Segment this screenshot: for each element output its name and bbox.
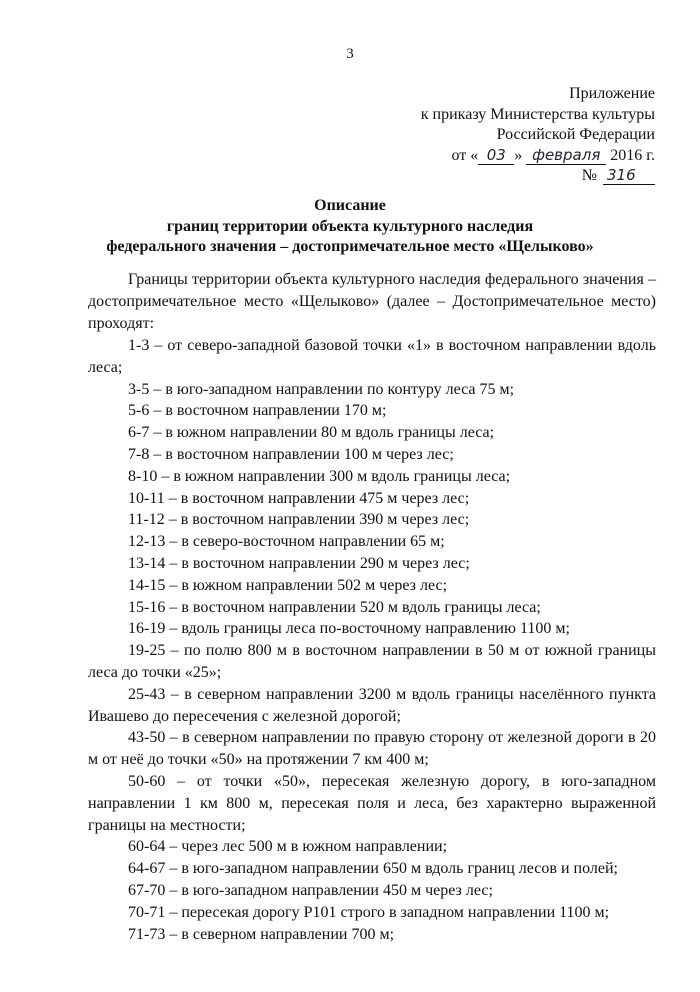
boundary-item: 67-70 – в юго-западном направлении 450 м через лес;	[128, 881, 493, 899]
document-title	[0, 196, 700, 258]
annex-order-line: к приказу Министерства культуры	[420, 105, 655, 123]
boundary-item: 10-11 – в восточном направлении 475 м через лес;	[128, 489, 470, 507]
annex-label: Приложение	[569, 85, 655, 102]
title-line-1: Описание	[314, 197, 386, 214]
boundary-item: 14-15 – в южном направлении 502 м через лес;	[128, 576, 448, 594]
boundary-item: 50-60 – от точки «50», пересекая железную дорогу, в юго-западном направлении 1 км 800 м, пересекая поля и леса, без характерно выраженной границы на местности;	[88, 772, 656, 834]
boundary-item: 11-12 – в восточном направлении 390 м через лес;	[128, 511, 470, 529]
boundary-item: 13-14 – в восточном направлении 290 м через лес;	[128, 554, 470, 572]
annex-number-line	[421, 166, 655, 187]
handwritten-number: 316	[603, 167, 655, 185]
annex-date-line	[421, 146, 655, 167]
date-year: 2016 г.	[610, 146, 655, 164]
boundary-item: 16-19 – вдоль границы леса по-восточному направлению 1100 м;	[128, 620, 570, 638]
boundary-item: 12-13 – в северо-восточном направлении 65 м;	[128, 533, 445, 551]
boundary-item: 8-10 – в южном направлении 300 м вдоль границы леса;	[128, 467, 511, 485]
boundary-item: 3-5 – в юго-западном направлении по контуру леса 75 м;	[128, 380, 515, 398]
boundary-item: 19-25 – по полю 800 м в восточном направлении в 50 м от южной границы леса до точки «25»;	[88, 642, 656, 681]
date-mid: »	[514, 146, 523, 164]
handwritten-day: 03	[478, 147, 514, 165]
number-sign: №	[581, 167, 597, 184]
title-line-3: федерального значения – достопримечательное место «Щелыково»	[106, 238, 594, 255]
boundary-item: 7-8 – в восточном направлении 100 м через лес;	[128, 445, 454, 463]
boundary-item: 25-43 – в северном направлении 3200 м вдоль границы населённого пункта Ивашево до пересечения с железной дорогой;	[88, 685, 656, 725]
boundary-item: 43-50 – в северном направлении по правую сторону от железной дороги в 20 м от неё до точки «50» на протяжении 7 км 400 м;	[88, 729, 656, 769]
boundary-item: 15-16 – в восточном направлении 520 м вдоль границы леса;	[128, 598, 541, 616]
annex-ministry-line: Российской Федерации	[496, 126, 655, 143]
page-number: 3	[346, 46, 354, 62]
annex-header	[421, 84, 655, 187]
intro-paragraph: Границы территории объекта культурного наследия федерального значения – достопримечательное место «Щелыково» (далее – Достопримечательное место) проходят:	[88, 271, 656, 332]
boundary-item: 71-73 – в северном направлении 700 м;	[128, 925, 395, 943]
boundary-item: 70-71 – пересекая дорогу Р101 строго в западном направлении 1100 м;	[128, 903, 610, 921]
date-prefix: от «	[451, 146, 479, 164]
handwritten-month: февраля	[526, 147, 606, 165]
boundary-list	[88, 335, 656, 945]
boundary-item: 60-64 – через лес 500 м в южном направлении;	[128, 838, 448, 856]
boundary-item: 64-67 – в юго-западном направлении 650 м вдоль границ лесов и полей;	[128, 860, 618, 878]
boundary-item: 1-3 – от северо-западной базовой точки «1» в восточном направлении вдоль леса;	[88, 337, 656, 376]
title-line-2: границ территории объекта культурного наследия	[166, 217, 534, 235]
boundary-item: 5-6 – в восточном направлении 170 м;	[128, 402, 387, 420]
boundary-item: 6-7 – в южном направлении 80 м вдоль границы леса;	[128, 424, 495, 442]
